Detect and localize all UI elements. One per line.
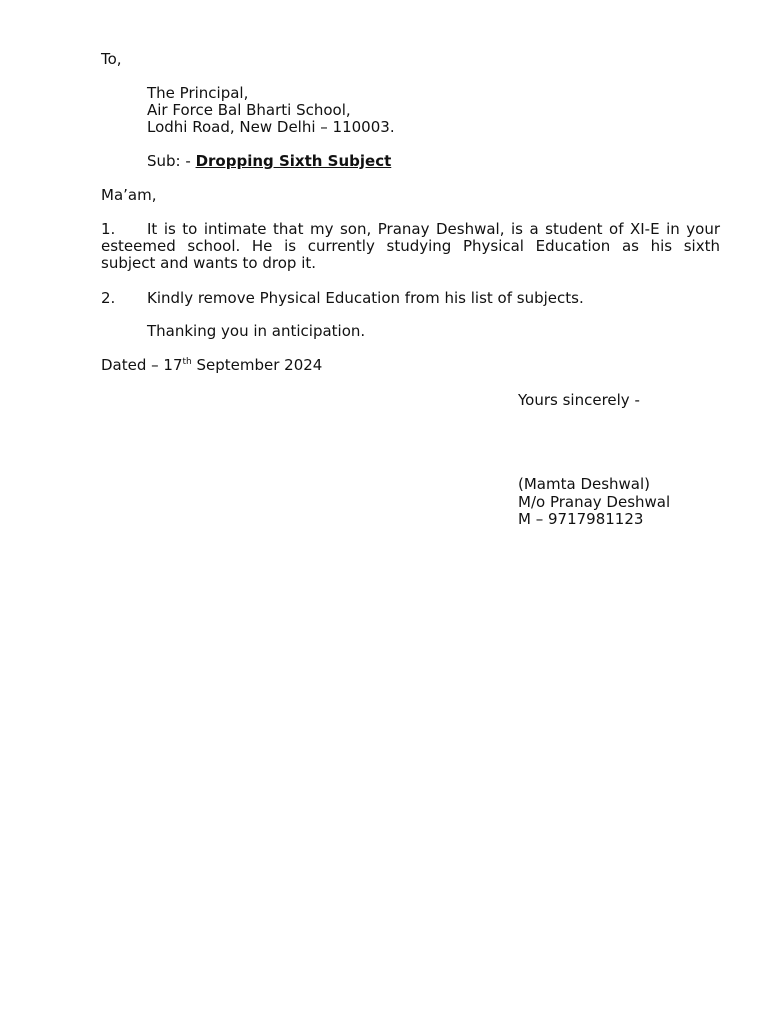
date-ordinal: th bbox=[182, 357, 192, 367]
para1-line-3: subject and wants to drop it. bbox=[101, 254, 317, 272]
to-salutation: To, bbox=[101, 50, 122, 68]
signature-relation: M/o Pranay Deshwal bbox=[518, 493, 671, 511]
para1-body bbox=[101, 221, 720, 272]
para2-number: 2. bbox=[101, 289, 116, 307]
date-line bbox=[101, 357, 322, 374]
para1-line-2: esteemed school. He is currently studying Physical Education as his sixth bbox=[101, 237, 720, 255]
address-line-3: Lodhi Road, New Delhi – 110003. bbox=[147, 118, 395, 136]
greeting: Ma’am, bbox=[101, 186, 157, 204]
thanks-line: Thanking you in anticipation. bbox=[147, 322, 366, 340]
subject-title: Dropping Sixth Subject bbox=[195, 152, 392, 170]
date-prefix: Dated – 17 bbox=[101, 356, 183, 374]
para1-line-1: It is to intimate that my son, Pranay Deshwal, is a student of XI-E in your bbox=[147, 220, 720, 238]
date-rest: September 2024 bbox=[191, 356, 323, 374]
address-line-2: Air Force Bal Bharti School, bbox=[147, 101, 351, 119]
signature-mobile: M – 9717981123 bbox=[518, 510, 644, 528]
subject-line bbox=[147, 153, 391, 170]
address-line-1: The Principal, bbox=[147, 84, 249, 102]
para2-text: Kindly remove Physical Education from his list of subjects. bbox=[147, 289, 584, 307]
closing: Yours sincerely - bbox=[518, 391, 640, 409]
subject-prefix: Sub: - bbox=[147, 152, 196, 170]
para1-number: 1. bbox=[101, 220, 116, 238]
signature-name: (Mamta Deshwal) bbox=[518, 475, 651, 493]
